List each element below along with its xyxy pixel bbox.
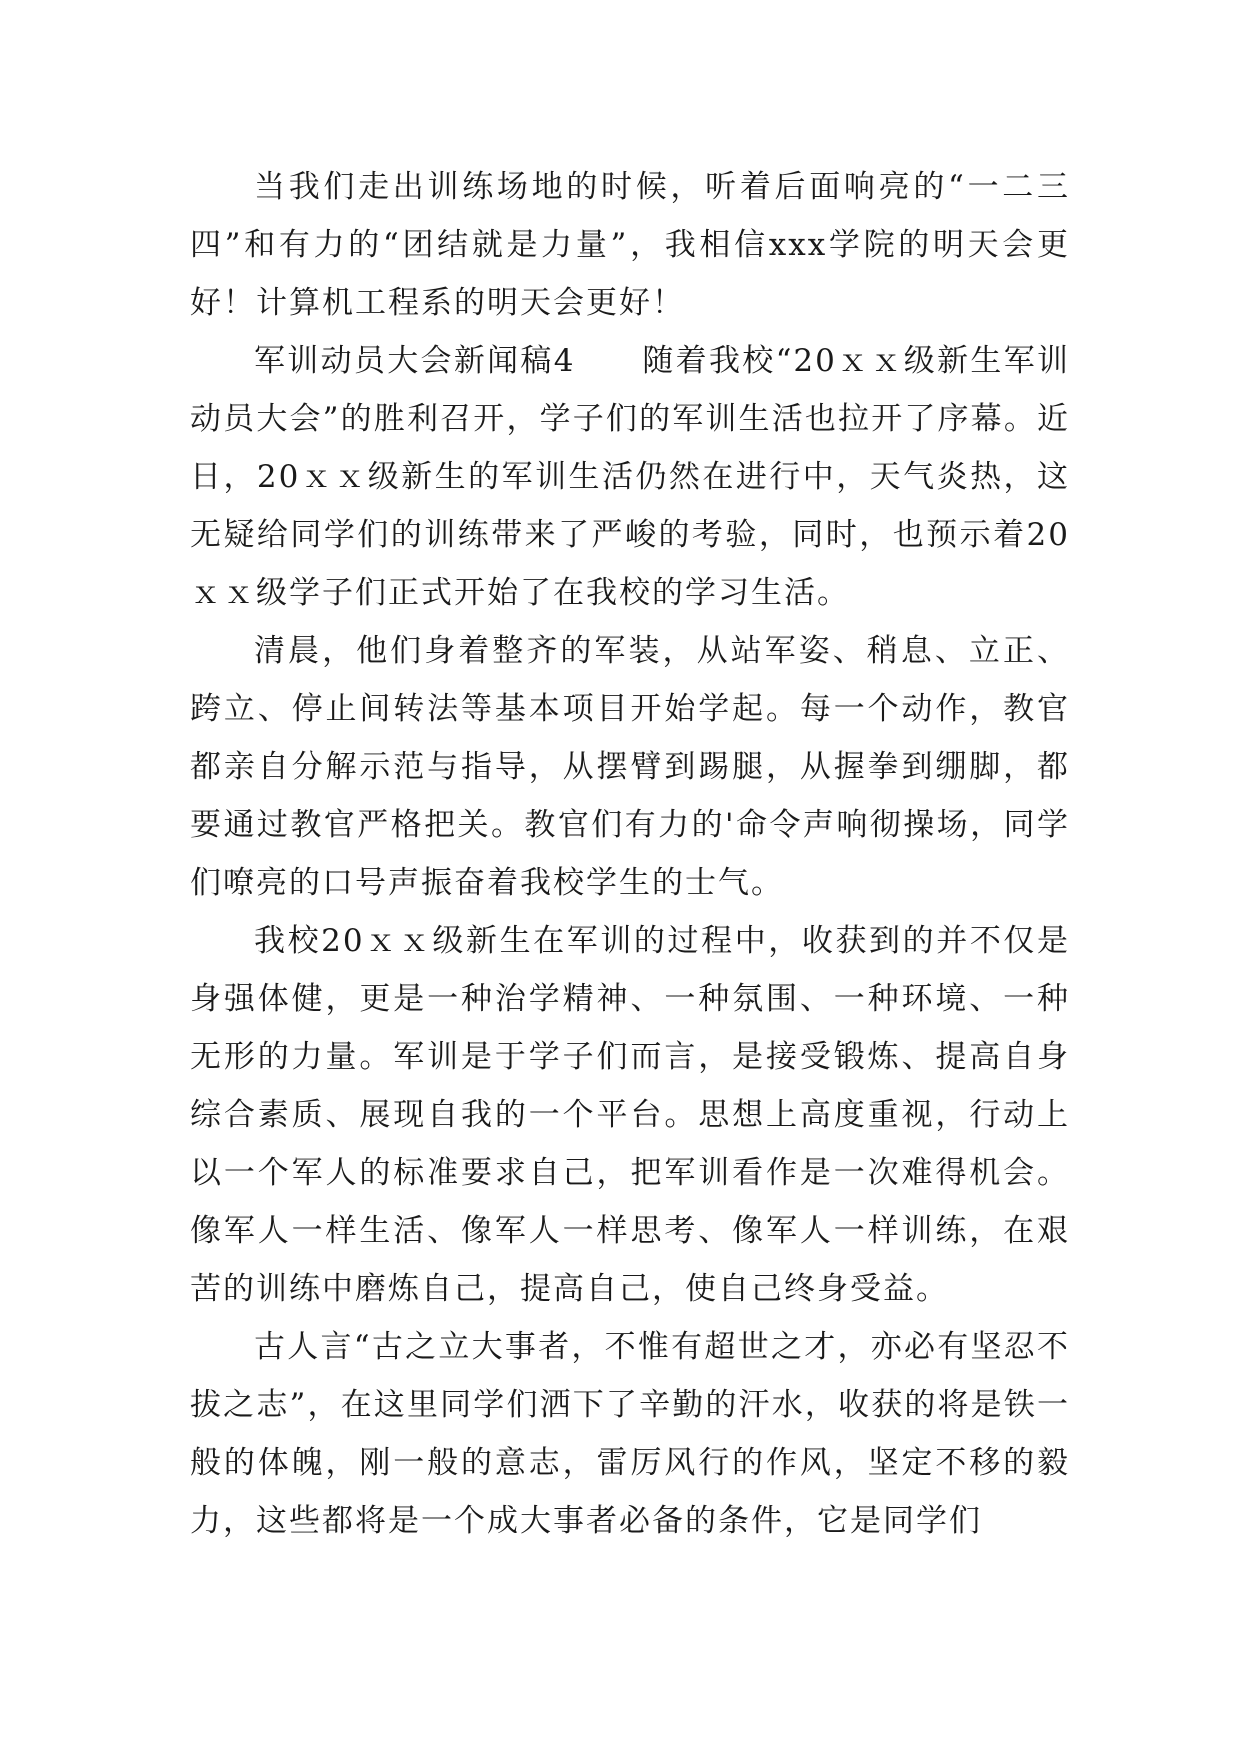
document-body [190,158,1070,1550]
paragraph-5: 古人言“古之立大事者，不惟有超世之才，亦必有坚忍不拔之志”，在这里同学们洒下了辛勤的汗水，收获的将是铁一般的体魄，刚一般的意志，雷厉风行的作风，坚定不移的毅力，这些都将是一个成大事者必备的条件，它是同学们 [190,1329,1070,1539]
paragraph-3: 清晨，他们身着整齐的军装，从站军姿、稍息、立正、跨立、停止间转法等基本项目开始学起。每一个动作，教官都亲自分解示范与指导，从摆臂到踢腿，从握拳到绷脚，都要通过教官严格把关。教官们有力的'命令声响彻操场，同学们嘹亮的口号声振奋着我校学生的士气。 [190,633,1070,901]
paragraph-1: 当我们走出训练场地的时候，听着后面响亮的“一二三四”和有力的“团结就是力量”，我相信xxx学院的明天会更好！计算机工程系的明天会更好！ [190,169,1070,321]
paragraph-4: 我校20ｘｘ级新生在军训的过程中，收获到的并不仅是身强体健，更是一种治学精神、一种氛围、一种环境、一种无形的力量。军训是于学子们而言，是接受锻炼、提高自身综合素质、展现自我的一个平台。思想上高度重视，行动上以一个军人的标准要求自己，把军训看作是一次难得机会。像军人一样生活、像军人一样思考、像军人一样训练，在艰苦的训练中磨炼自己，提高自己，使自己终身受益。 [190,923,1070,1307]
paragraph-2: 军训动员大会新闻稿4 随着我校“20ｘｘ级新生军训动员大会”的胜利召开，学子们的军训生活也拉开了序幕。近日，20ｘｘ级新生的军训生活仍然在进行中，天气炎热，这无疑给同学们的训练带来了严峻的考验，同时，也预示着20ｘｘ级学子们正式开始了在我校的学习生活。 [190,343,1070,611]
